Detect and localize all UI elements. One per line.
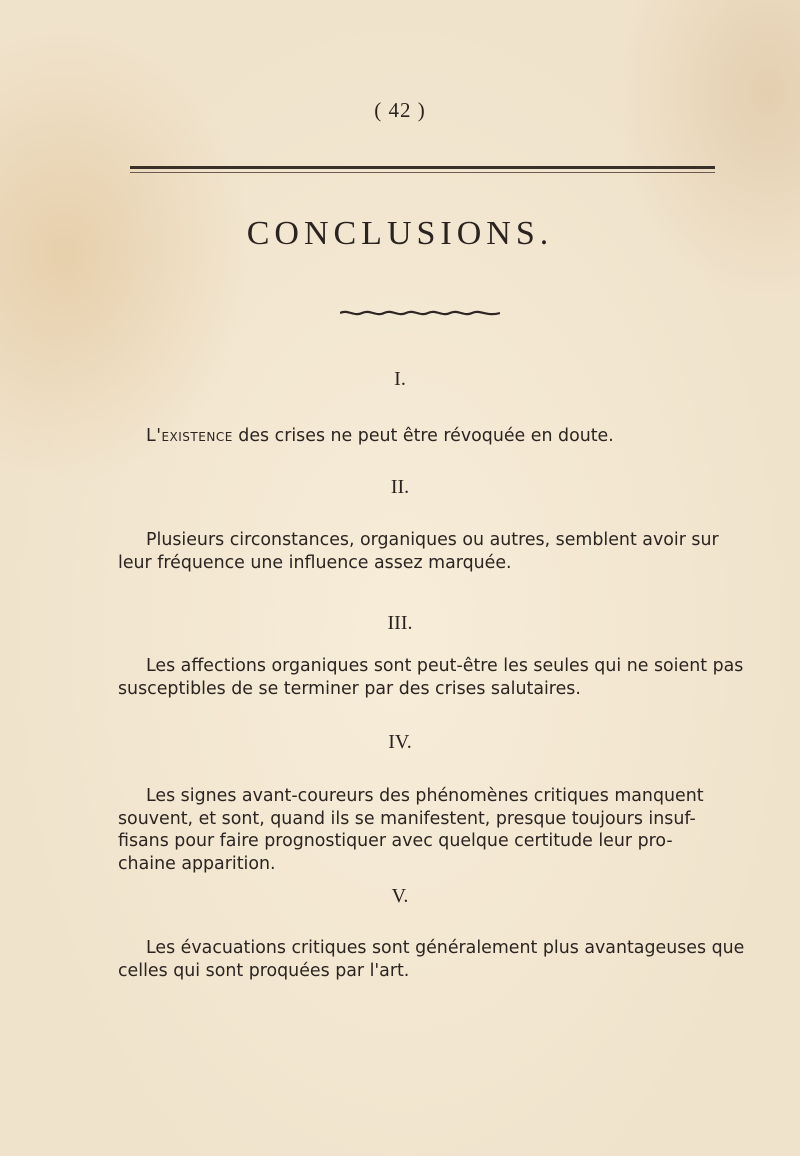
ornamental-divider [340,308,500,318]
page-heading: CONCLUSIONS. [246,215,554,252]
section-text-2: Plusieurs circonstances, organiques ou autres, semblent avoir sur leur fréquence une influence assez marquée. [118,530,719,573]
header-rule [130,166,715,169]
section-text-3: Les affections organiques sont peut-être les seules qui ne soient pas susceptibles de se terminer par des crises salutaires. [118,656,744,699]
section-number-3: III. [387,612,413,634]
section-text-1: L'existence des crises ne peut être révoquée en doute. [146,426,614,446]
section-text-5: Les évacuations critiques sont généralement plus avantageuses que celles qui sont proquées par l'art. [118,938,745,981]
section-number-4: IV. [388,731,412,753]
page-number: ( 42 ) [374,98,426,122]
section-text-4: Les signes avant-coureurs des phénomènes critiques manquent souvent, et sont, quand ils se manifestent, presque toujours insuf- fisans pour faire prognostiquer avec quelque certitude leur pro- chaine apparition. [118,786,704,874]
section-number-1: I. [394,368,406,390]
section-number-2: II. [390,476,410,498]
section-number-5: V. [391,885,409,907]
header-rule-thin [130,172,715,173]
section-lead-word: L'existence [146,426,233,446]
